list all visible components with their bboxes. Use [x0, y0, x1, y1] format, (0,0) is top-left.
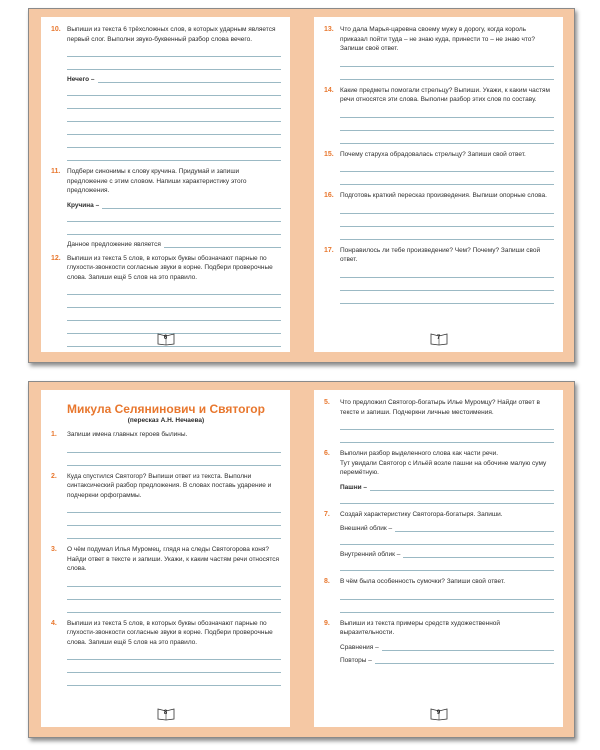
- answer-line[interactable]: [340, 278, 554, 291]
- task-text: Подбери синонимы к слову кручина. Придумай и запиши предложение с этим словом. Напиши характеристику этого предложения.: [67, 168, 247, 194]
- task-1: [51, 430, 281, 466]
- task-13: [324, 25, 554, 80]
- answer-line[interactable]: [67, 222, 281, 235]
- answer-line[interactable]: [340, 105, 554, 118]
- task-7: [324, 510, 554, 572]
- spread-top: [28, 8, 575, 363]
- page-8: [41, 390, 290, 727]
- answer-field[interactable]: [67, 196, 281, 209]
- answer-field[interactable]: [67, 70, 281, 83]
- page-9: [314, 390, 563, 727]
- task-text: Понравилось ли тебе произведение? Чем? Почему? Запиши свой ответ.: [340, 246, 541, 263]
- answer-line[interactable]: [67, 83, 281, 96]
- page-7: [314, 17, 563, 352]
- answer-line[interactable]: [340, 201, 554, 214]
- task-number: 15.: [324, 150, 334, 158]
- answer-line[interactable]: [67, 587, 281, 600]
- task-number: 10.: [51, 26, 61, 33]
- answer-field[interactable]: [340, 545, 554, 558]
- answer-line[interactable]: [340, 54, 554, 67]
- answer-line[interactable]: [67, 96, 281, 109]
- task-number: 17.: [324, 246, 334, 254]
- answer-field[interactable]: [340, 478, 554, 491]
- spread-bottom: [28, 381, 575, 738]
- answer-line[interactable]: [67, 122, 281, 135]
- answer-field[interactable]: [340, 638, 554, 651]
- page-number-badge: [430, 707, 448, 721]
- answer-line[interactable]: [67, 282, 281, 295]
- task-number: 12.: [51, 254, 61, 262]
- task-10: [51, 25, 281, 161]
- answer-line[interactable]: [67, 295, 281, 308]
- task-text: Выпиши из текста 5 слов, в которых буквы обозначают парные по глухости-звонкости согласные звуки в корне. Подбери проверочные слова. Запиши ещё 5 слов на это правило.: [67, 254, 273, 281]
- answer-line[interactable]: [340, 417, 554, 430]
- task-6: [324, 449, 554, 504]
- field-label: Пашни –: [340, 483, 368, 491]
- answer-line[interactable]: [340, 159, 554, 172]
- answer-line[interactable]: [67, 574, 281, 587]
- task-text: Что дала Марья-царевна своему мужу в дорогу, когда король приказал пойти туда – не знаю куда, принести то – не знаю что? Запиши своё ответ.: [340, 26, 536, 52]
- task-number: 1.: [51, 431, 57, 438]
- answer-line[interactable]: [340, 227, 554, 240]
- field-label: Внешний облик –: [340, 525, 393, 532]
- answer-line[interactable]: [340, 558, 554, 571]
- task-number: 6.: [324, 450, 330, 457]
- page-number: 9: [436, 710, 441, 716]
- answer-line[interactable]: [67, 440, 281, 453]
- answer-line[interactable]: [67, 109, 281, 122]
- task-text: В чём была особенность сумочки? Запиши свой ответ.: [340, 578, 506, 585]
- answer-line[interactable]: [340, 214, 554, 227]
- answer-field[interactable]: [340, 519, 554, 532]
- answer-line[interactable]: [67, 308, 281, 321]
- task-text: Выполни разбор выделенного слова как части речи.: [340, 450, 499, 457]
- task-text: Куда спустился Святогор? Выпиши ответ из текста. Выполни синтаксический разбор предложения. В словах поставь ударение и подчеркни орфограммы.: [67, 472, 272, 499]
- task-text: Запиши имена главных героев былины.: [67, 431, 188, 438]
- answer-line[interactable]: [67, 453, 281, 466]
- answer-line[interactable]: [67, 526, 281, 539]
- task-number: 8.: [324, 578, 330, 585]
- page-number: 8: [163, 710, 168, 716]
- answer-line[interactable]: [67, 500, 281, 513]
- task-5: [324, 398, 554, 443]
- page-6: [41, 17, 290, 352]
- answer-line[interactable]: [340, 131, 554, 144]
- task-number: 2.: [51, 472, 57, 480]
- task-number: 7.: [324, 510, 330, 518]
- task-text: Какие предметы помогали стрельцу? Выпиши. Укажи, к каким частям речи относятся эти слова. Выполни разбор этих слов по составу.: [340, 86, 550, 103]
- answer-line[interactable]: [340, 172, 554, 185]
- task-15: [324, 150, 554, 186]
- answer-line[interactable]: [67, 647, 281, 660]
- answer-line[interactable]: [67, 209, 281, 222]
- field-label: Нечего –: [67, 76, 95, 83]
- task-number: 5.: [324, 399, 330, 406]
- answer-line[interactable]: [340, 67, 554, 80]
- example-sentence: Тут увидали Святогор с Ильёй возле пашни на обочине малую суму перемётную.: [340, 459, 547, 476]
- task-number: 3.: [51, 546, 57, 553]
- field-label: Внутренний облик –: [340, 551, 401, 558]
- task-number: 4.: [51, 619, 57, 627]
- task-text: Выпиши из текста 6 трёхсложных слов, в которых ударным является первый слог. Выполни звуко-буквенный разбор слова вечего.: [67, 26, 276, 43]
- answer-line[interactable]: [67, 135, 281, 148]
- answer-line[interactable]: [340, 265, 554, 278]
- task-11: [51, 167, 281, 248]
- page-subtitle: (пересказ А.Н. Нечаева): [127, 417, 205, 424]
- page-title: Микула Селянинович и Святогор: [67, 402, 265, 416]
- answer-field[interactable]: [67, 235, 281, 248]
- answer-line[interactable]: [67, 513, 281, 526]
- field-label: Кручина –: [67, 201, 100, 209]
- task-text: Создай характеристику Святогора-богатыря. Запиши.: [340, 510, 503, 518]
- task-number: 14.: [324, 86, 334, 94]
- page-number-badge: [157, 332, 175, 346]
- answer-line[interactable]: [340, 587, 554, 600]
- task-17: [324, 246, 554, 304]
- task-text: Почему старуха обрадовалась стрельцу? Запиши свой ответ.: [340, 150, 526, 158]
- page-number: 7: [436, 335, 441, 341]
- task-9: [324, 619, 554, 664]
- task-number: 9.: [324, 619, 330, 627]
- task-2: [51, 472, 281, 540]
- task-14: [324, 86, 554, 144]
- answer-line[interactable]: [340, 291, 554, 304]
- task-text: Выпиши из текста 5 слов, в которых буквы обозначают парные по глухости-звонкости согласные звуки в корне. Подбери проверочные слова. Запиши ещё 5 слов на это правило.: [67, 619, 273, 646]
- answer-line[interactable]: [340, 600, 554, 613]
- task-number: 11.: [51, 168, 61, 175]
- answer-line[interactable]: [67, 44, 281, 57]
- page-number-badge: [157, 707, 175, 721]
- task-number: 13.: [324, 26, 334, 33]
- task-8: [324, 577, 554, 613]
- task-text: Подготовь краткий пересказ произведения. Выпиши опорные слова.: [340, 192, 547, 199]
- task-number: 16.: [324, 192, 334, 199]
- answer-line[interactable]: [67, 148, 281, 161]
- task-text: Выпиши из текста примеры средств художественной выразительности.: [340, 619, 501, 636]
- answer-line[interactable]: [67, 600, 281, 613]
- task-text: Что предложил Святогор-богатырь Илье Муромцу? Найди ответ в тексте и запиши. Подчеркни личные местоимения.: [340, 399, 540, 416]
- field-label: Данное предложение является: [67, 240, 161, 248]
- answer-line[interactable]: [67, 57, 281, 70]
- answer-field[interactable]: [340, 651, 554, 664]
- task-4: [51, 619, 281, 687]
- task-text: О чём подумал Илья Муромец, глядя на следы Святогорова коня? Найди ответ в тексте и запиши. Укажи, к каким частям речи относятся слова.: [67, 546, 280, 572]
- task-16: [324, 191, 554, 240]
- answer-line[interactable]: [340, 118, 554, 131]
- field-label: Повторы –: [340, 656, 372, 664]
- page-number: 6: [163, 335, 168, 341]
- field-label: Сравнения –: [340, 643, 379, 651]
- answer-line[interactable]: [340, 430, 554, 443]
- answer-line[interactable]: [67, 673, 281, 686]
- answer-line[interactable]: [340, 491, 554, 504]
- page-number-badge: [430, 332, 448, 346]
- task-3: [51, 545, 281, 613]
- answer-line[interactable]: [67, 660, 281, 673]
- answer-line[interactable]: [340, 532, 554, 545]
